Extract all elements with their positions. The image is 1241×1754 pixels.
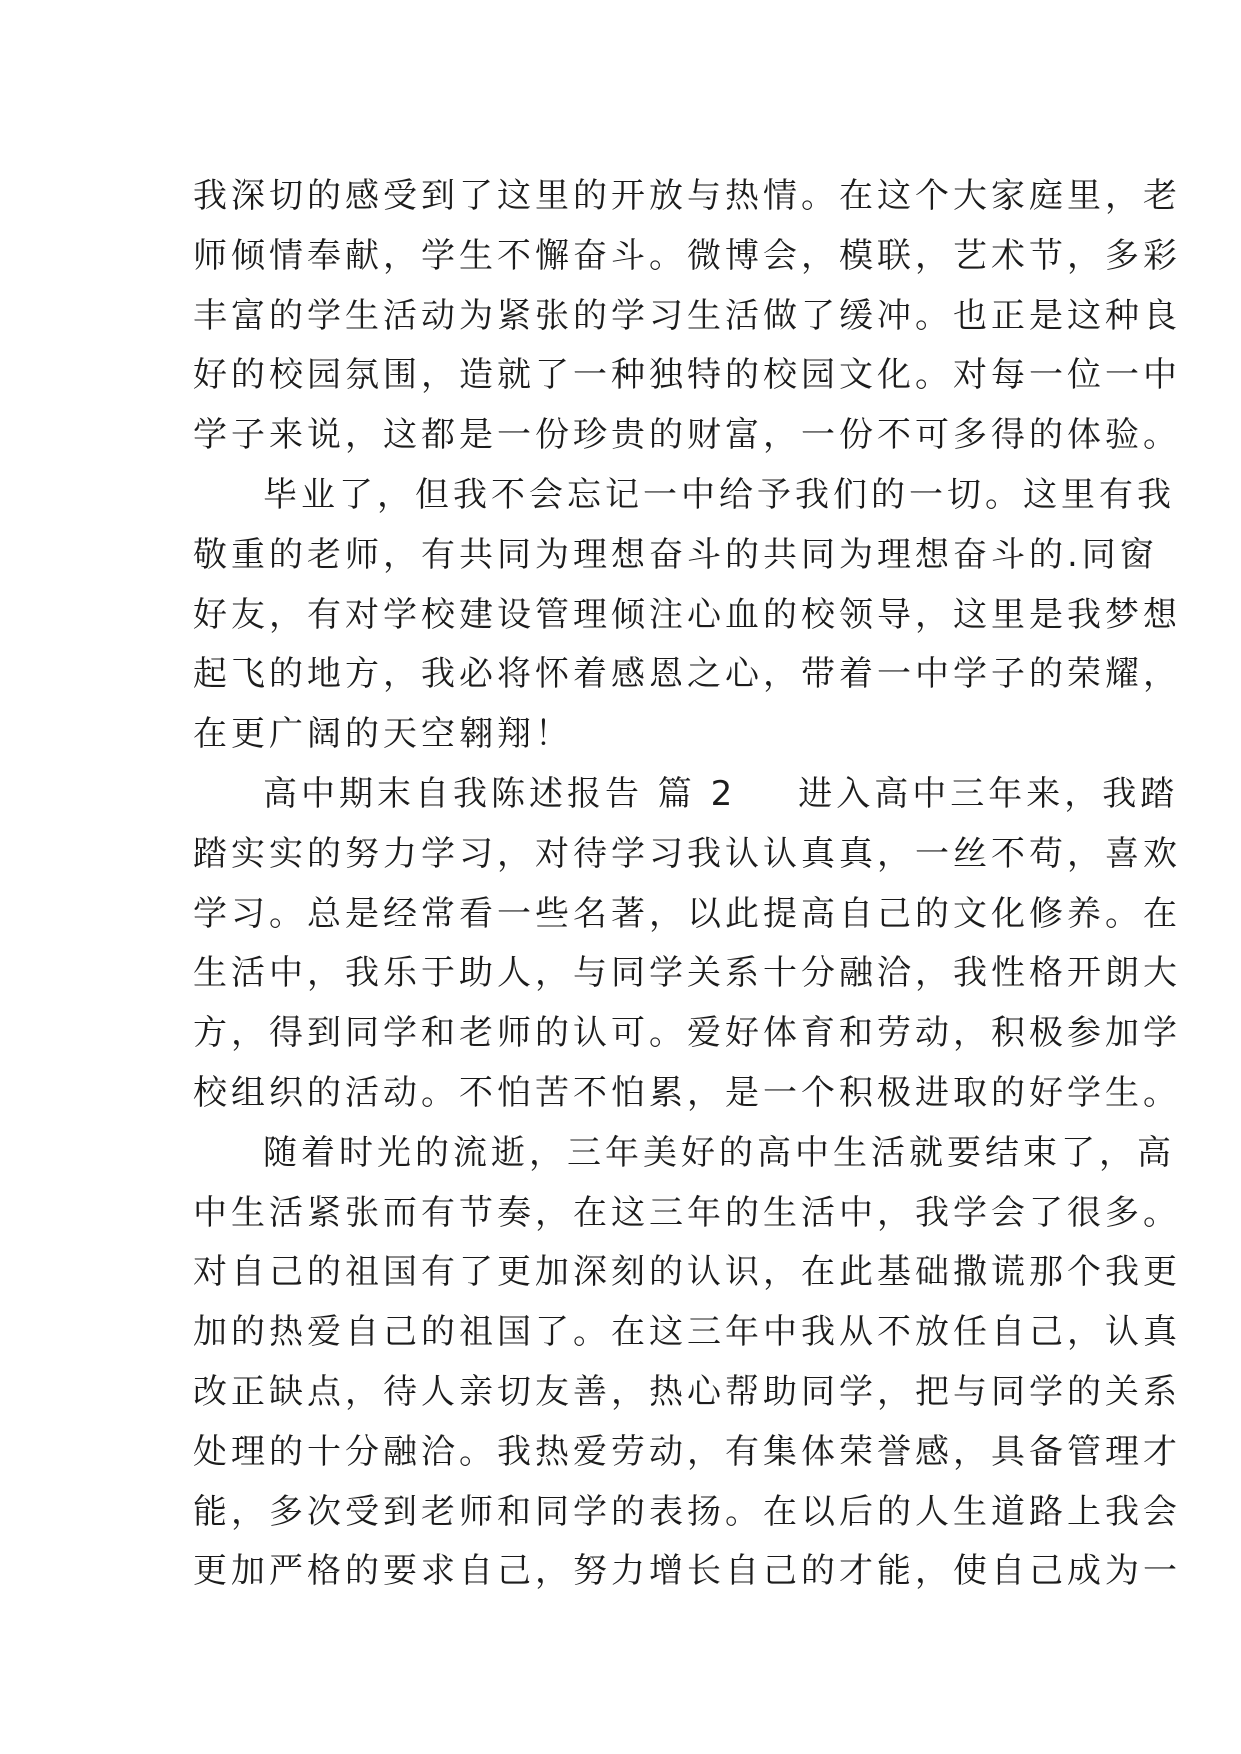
text-line: 对自己的祖国有了更加深刻的认识，在此基础撒谎那个我更 xyxy=(193,1252,1181,1293)
text-line: 好的校园氛围，造就了一种独特的校园文化。对每一位一中 xyxy=(193,355,1181,396)
text-line: 校组织的活动。不怕苦不怕累，是一个积极进取的好学生。 xyxy=(193,1072,1181,1113)
text-line: 丰富的学生活动为紧张的学习生活做了缓冲。也正是这种良 xyxy=(193,295,1181,336)
text-line: 学习。总是经常看一些名著，以此提高自己的文化修养。在 xyxy=(193,893,1181,934)
section-heading: 高中期末自我陈述报告 篇 2 xyxy=(263,773,737,814)
text-line: 处理的十分融洽。我热爱劳动，有集体荣誉感，具备管理才 xyxy=(193,1431,1181,1472)
text-line: 起飞的地方，我必将怀着感恩之心，带着一中学子的荣耀， xyxy=(193,654,1181,695)
text-line: 改正缺点，待人亲切友善，热心帮助同学，把与同学的关系 xyxy=(193,1371,1181,1412)
text-line: 师倾情奉献，学生不懈奋斗。微博会，模联，艺术节，多彩 xyxy=(193,235,1181,276)
text-line: 敬重的老师，有共同为理想奋斗的共同为理想奋斗的.同窗 xyxy=(193,534,1158,575)
body-text xyxy=(193,167,1181,1602)
paragraph-start: 进入高中三年来，我踏 xyxy=(798,773,1179,814)
text-line: 方，得到同学和老师的认可。爱好体育和劳动，积极参加学 xyxy=(193,1013,1181,1054)
text-line: 生活中，我乐于助人，与同学关系十分融洽，我性格开朗大 xyxy=(193,953,1181,994)
text-line: 好友，有对学校建设管理倾注心血的校领导，这里是我梦想 xyxy=(193,594,1181,635)
text-line: 加的热爱自己的祖国了。在这三年中我从不放任自己，认真 xyxy=(193,1312,1181,1353)
text-line: 毕业了，但我不会忘记一中给予我们的一切。这里有我 xyxy=(263,474,1175,515)
text-line: 踏实实的努力学习，对待学习我认认真真，一丝不苟，喜欢 xyxy=(193,833,1181,874)
text-line: 更加严格的要求自己，努力增长自己的才能，使自己成为一 xyxy=(193,1551,1181,1592)
section-heading-line xyxy=(193,765,1179,825)
text-line: 我深切的感受到了这里的开放与热情。在这个大家庭里，老 xyxy=(193,176,1181,216)
text-line: 学子来说，这都是一份珍贵的财富，一份不可多得的体验。 xyxy=(193,415,1181,456)
text-line: 随着时光的流逝，三年美好的高中生活就要结束了，高 xyxy=(263,1132,1175,1173)
text-line: 在更广阔的天空翱翔！ xyxy=(193,714,573,755)
text-line: 能，多次受到老师和同学的表扬。在以后的人生道路上我会 xyxy=(193,1491,1181,1532)
text-line: 中生活紧张而有节奏，在这三年的生活中，我学会了很多。 xyxy=(193,1192,1181,1233)
